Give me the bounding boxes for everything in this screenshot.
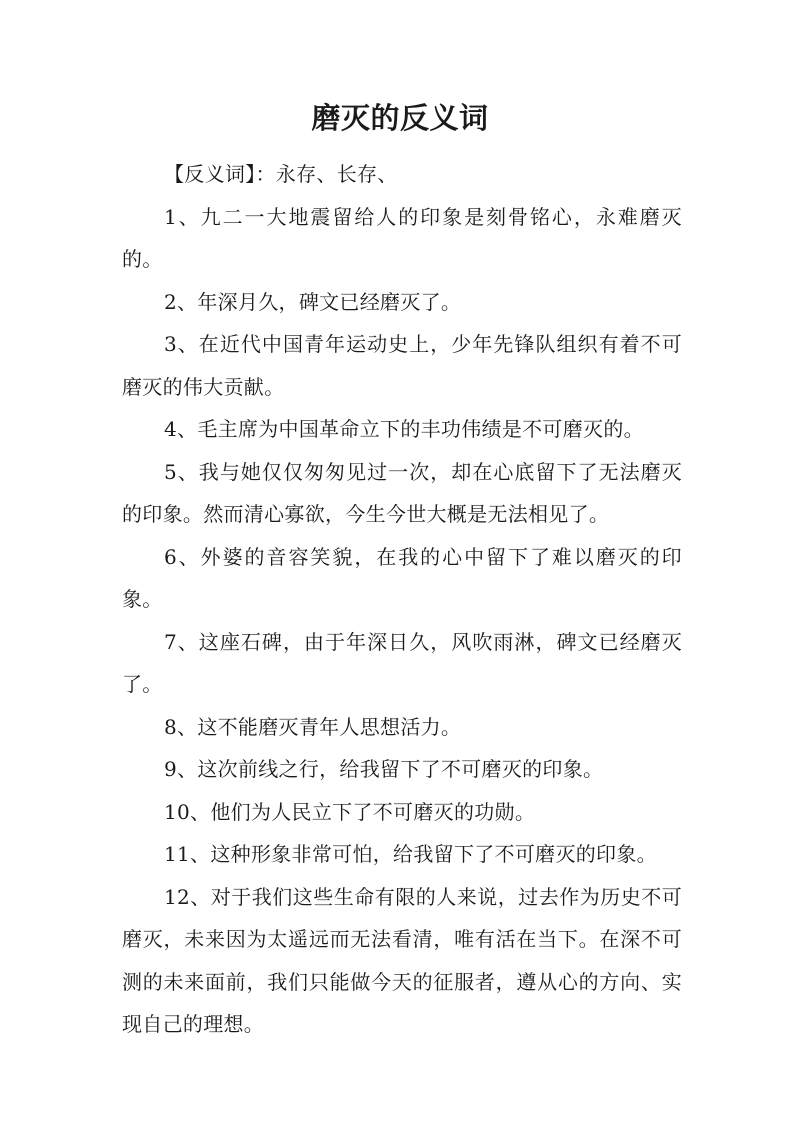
paragraph-example-6: 6、外婆的音容笑貌，在我的心中留下了难以磨灭的印象。 xyxy=(122,544,682,611)
paragraph-example-9: 9、这次前线之行，给我留下了不可磨灭的印象。 xyxy=(164,757,604,781)
paragraph-example-12: 12、对于我们这些生命有限的人来说，过去作为历史不可磨灭，未来因为太遥远而无法看清，唯有活在当下。在深不可测的未来面前，我们只能做今天的征服者，遵从心的方向、实现自己的理想。 xyxy=(122,884,682,1036)
paragraph-example-4: 4、毛主席为中国革命立下的丰功伟绩是不可磨灭的。 xyxy=(164,417,644,441)
document-title: 磨灭的反义词 xyxy=(311,101,489,135)
paragraph-example-2: 2、年深月久，碑文已经磨灭了。 xyxy=(164,289,462,314)
paragraph-example-3: 3、在近代中国青年运动史上，少年先锋队组织有着不可磨灭的伟大贡献。 xyxy=(122,332,682,399)
paragraph-example-10: 10、他们为人民立下了不可磨灭的功勋。 xyxy=(164,799,536,824)
paragraph-example-11: 11、这种形象非常可怕，给我留下了不可磨灭的印象。 xyxy=(164,842,657,866)
paragraph-example-8: 8、这不能磨灭青年人思想活力。 xyxy=(164,714,462,739)
paragraph-antonyms: 【反义词】：永存、长存、 xyxy=(164,162,398,186)
document-body xyxy=(122,153,682,1046)
paragraph-example-5: 5、我与她仅仅匆匆见过一次，却在心底留下了无法磨灭的印象。然而清心寡欲，今生今世大概是无法相见了。 xyxy=(122,459,682,526)
paragraph-example-1: 1、九二一大地震留给人的印象是刻骨铭心，永难磨灭的。 xyxy=(122,204,682,271)
paragraph-example-7: 7、这座石碑，由于年深日久，风吹雨淋，碑文已经磨灭了。 xyxy=(122,629,682,696)
